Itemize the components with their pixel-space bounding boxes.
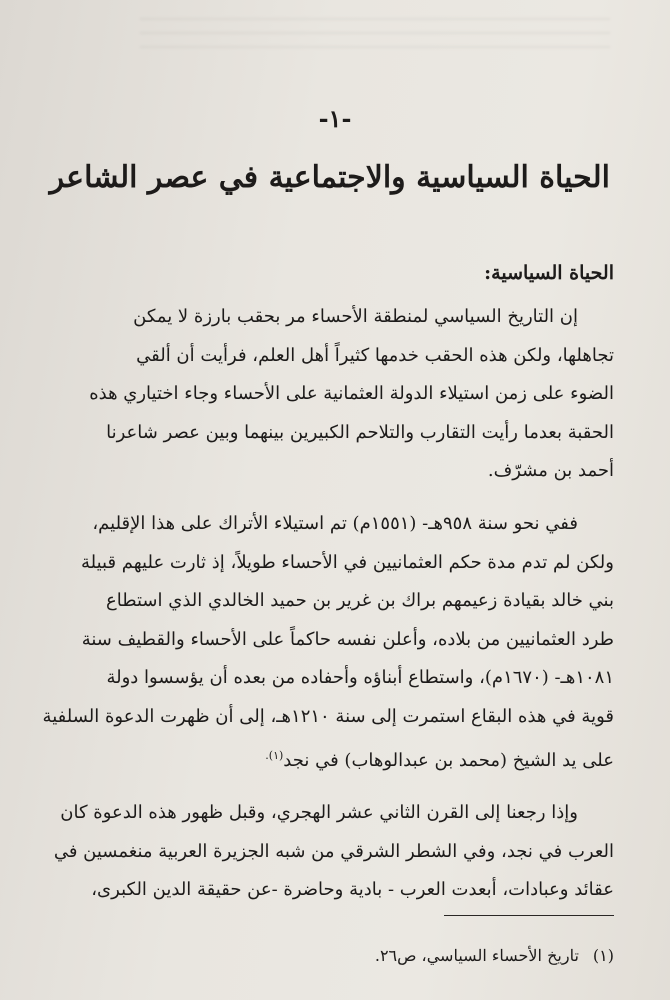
footnote-divider — [444, 915, 614, 916]
text-line: أحمد بن مشرّف. — [487, 460, 614, 482]
paragraph-3 — [54, 794, 614, 910]
text-line-content: على يد الشيخ (محمد بن عبدالوهاب) في نجد — [283, 749, 614, 771]
text-line: العرب في نجد، وفي الشطر الشرقي من شبه الجزيرة العربية منغمسين في — [53, 840, 614, 862]
footnote-text: تاريخ الأحساء السياسي، ص٢٦. — [374, 946, 579, 965]
footnote-reference: (١). — [265, 748, 284, 762]
text-line: الحقبة بعدما رأيت التقارب والتلاحم الكبيرين بينهما وبين عصر شاعرنا — [106, 421, 614, 443]
body-text — [42, 298, 614, 924]
text-line: ١٠٨١هـ- (١٦٧٠م)، واستطاع أبناؤه وأحفاده من بعده أن يؤسسوا دولة — [106, 667, 614, 689]
footnote-number: (١) — [592, 946, 614, 965]
section-heading: الحياة السياسية: — [484, 262, 614, 284]
text-line: بني خالد بقيادة زعيمهم براك بن غرير بن حميد الخالدي الذي استطاع — [106, 590, 614, 612]
chapter-number: -١- — [318, 104, 352, 133]
text-line: تجاهلها، ولكن هذه الحقب خدمها كثيراً أهل العلم، فرأيت أن ألقي — [136, 344, 614, 366]
text-line: وإذا رجعنا إلى القرن الثاني عشر الهجري، وقبل ظهور هذه الدعوة كان — [60, 802, 578, 824]
text-line: قوية في هذه البقاع استمرت إلى سنة ١٢١٠هـ، إلى أن ظهرت الدعوة السلفية — [42, 705, 614, 727]
text-line: ففي نحو سنة ٩٥٨هـ- (١٥٥١م) تم استيلاء الأتراك على هذا الإقليم، — [92, 512, 578, 534]
text-line: عقائد وعبادات، أبعدت العرب - بادية وحاضرة -عن حقيقة الدين الكبرى، — [91, 879, 614, 901]
text-line: طرد العثمانيين من بلاده، وأعلن نفسه حاكماً على الأحساء والقطيف سنة — [81, 628, 614, 650]
chapter-title: الحياة السياسية والاجتماعية في عصر الشاعر — [49, 160, 610, 195]
paragraph-2 — [42, 505, 614, 780]
paragraph-1 — [54, 298, 614, 491]
text-line — [54, 737, 614, 781]
text-line: ولكن لم تدم مدة حكم العثمانيين في الأحساء طويلاً، إذ ثارت عليهم قبيلة — [80, 551, 614, 573]
bleed-through-text — [140, 8, 610, 48]
footnote — [375, 946, 614, 965]
text-line: إن التاريخ السياسي لمنطقة الأحساء مر بحقب بارزة لا يمكن — [133, 306, 578, 327]
text-line: الضوء على زمن استيلاء الدولة العثمانية على الأحساء وجاء اختياري هذه — [89, 383, 614, 405]
